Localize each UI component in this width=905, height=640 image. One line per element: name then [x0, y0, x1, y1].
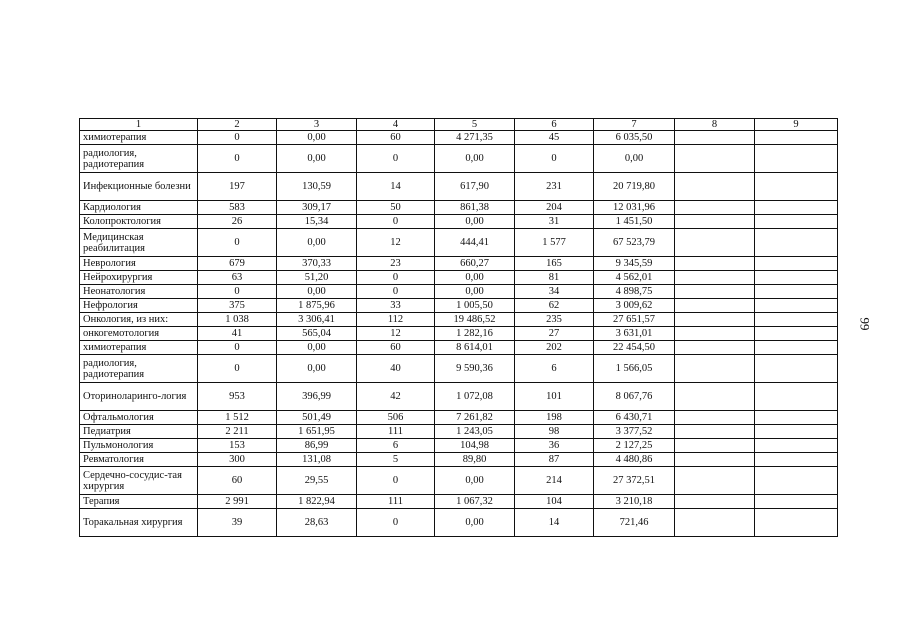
table-row: [80, 495, 838, 509]
value-cell: 0: [357, 271, 435, 285]
table-row: [80, 299, 838, 313]
value-cell: 1 005,50: [435, 299, 515, 313]
value-cell: [675, 453, 755, 467]
value-cell: 86,99: [277, 439, 357, 453]
value-cell: 60: [198, 467, 277, 495]
value-cell: [675, 313, 755, 327]
value-cell: 5: [357, 453, 435, 467]
row-label-cell: Нефрология: [80, 299, 198, 313]
value-cell: 721,46: [594, 509, 675, 537]
value-cell: 3 009,62: [594, 299, 675, 313]
value-cell: 104,98: [435, 439, 515, 453]
row-label-cell: Онкология, из них:: [80, 313, 198, 327]
value-cell: 60: [357, 341, 435, 355]
value-cell: 153: [198, 439, 277, 453]
value-cell: 6: [357, 439, 435, 453]
value-cell: 22 454,50: [594, 341, 675, 355]
value-cell: 235: [515, 313, 594, 327]
value-cell: [675, 355, 755, 383]
value-cell: 41: [198, 327, 277, 341]
value-cell: 12: [357, 327, 435, 341]
value-cell: 3 377,52: [594, 425, 675, 439]
value-cell: 63: [198, 271, 277, 285]
value-cell: [755, 257, 838, 271]
value-cell: 1 822,94: [277, 495, 357, 509]
value-cell: [755, 145, 838, 173]
value-cell: 1 651,95: [277, 425, 357, 439]
value-cell: [755, 467, 838, 495]
value-cell: 0: [515, 145, 594, 173]
table-row: [80, 131, 838, 145]
row-label-cell: Сердечно-сосудис-тая хирургия: [80, 467, 198, 495]
value-cell: [755, 131, 838, 145]
value-cell: 42: [357, 383, 435, 411]
value-cell: 9 590,36: [435, 355, 515, 383]
value-cell: 0,00: [435, 285, 515, 299]
value-cell: 1 512: [198, 411, 277, 425]
value-cell: 0,00: [594, 145, 675, 173]
value-cell: 34: [515, 285, 594, 299]
table-row: [80, 215, 838, 229]
row-label-cell: химиотерапия: [80, 341, 198, 355]
value-cell: 40: [357, 355, 435, 383]
value-cell: 1 067,32: [435, 495, 515, 509]
row-label-cell: Оториноларинго-логия: [80, 383, 198, 411]
value-cell: 111: [357, 495, 435, 509]
table-row: [80, 509, 838, 537]
value-cell: 14: [357, 173, 435, 201]
value-cell: 375: [198, 299, 277, 313]
value-cell: 617,90: [435, 173, 515, 201]
value-cell: 51,20: [277, 271, 357, 285]
value-cell: 501,49: [277, 411, 357, 425]
row-label-cell: онкогемотология: [80, 327, 198, 341]
table-row: [80, 327, 838, 341]
value-cell: 300: [198, 453, 277, 467]
value-cell: [675, 509, 755, 537]
value-cell: [675, 215, 755, 229]
row-label-cell: Терапия: [80, 495, 198, 509]
value-cell: 0: [198, 229, 277, 257]
value-cell: 0,00: [277, 229, 357, 257]
value-cell: 12 031,96: [594, 201, 675, 215]
value-cell: [755, 495, 838, 509]
value-cell: 28,63: [277, 509, 357, 537]
value-cell: 9 345,59: [594, 257, 675, 271]
value-cell: 111: [357, 425, 435, 439]
value-cell: 198: [515, 411, 594, 425]
value-cell: 0,00: [435, 467, 515, 495]
value-cell: [755, 439, 838, 453]
value-cell: 19 486,52: [435, 313, 515, 327]
value-cell: [755, 453, 838, 467]
value-cell: 202: [515, 341, 594, 355]
value-cell: 396,99: [277, 383, 357, 411]
table-row: [80, 355, 838, 383]
value-cell: [675, 229, 755, 257]
column-header: 4: [357, 119, 435, 131]
row-label-cell: Колопроктология: [80, 215, 198, 229]
value-cell: 101: [515, 383, 594, 411]
value-cell: 33: [357, 299, 435, 313]
value-cell: 98: [515, 425, 594, 439]
row-label-cell: Медицинская реабилитация: [80, 229, 198, 257]
table-row: [80, 467, 838, 495]
value-cell: 29,55: [277, 467, 357, 495]
value-cell: 197: [198, 173, 277, 201]
value-cell: [675, 285, 755, 299]
value-cell: [755, 327, 838, 341]
value-cell: 1 072,08: [435, 383, 515, 411]
value-cell: 50: [357, 201, 435, 215]
value-cell: [755, 173, 838, 201]
row-label-cell: Неврология: [80, 257, 198, 271]
table-row: [80, 439, 838, 453]
value-cell: 0: [198, 341, 277, 355]
value-cell: [675, 257, 755, 271]
value-cell: 6 035,50: [594, 131, 675, 145]
row-label-cell: Офтальмология: [80, 411, 198, 425]
value-cell: 12: [357, 229, 435, 257]
column-header: 5: [435, 119, 515, 131]
value-cell: 20 719,80: [594, 173, 675, 201]
value-cell: [675, 173, 755, 201]
value-cell: 861,38: [435, 201, 515, 215]
value-cell: 660,27: [435, 257, 515, 271]
column-header: 6: [515, 119, 594, 131]
value-cell: 0,00: [277, 131, 357, 145]
value-cell: [675, 495, 755, 509]
value-cell: 27: [515, 327, 594, 341]
value-cell: [755, 383, 838, 411]
value-cell: [675, 201, 755, 215]
table-row: [80, 285, 838, 299]
value-cell: [675, 341, 755, 355]
table-row: [80, 257, 838, 271]
value-cell: 309,17: [277, 201, 357, 215]
value-cell: 39: [198, 509, 277, 537]
table-body: [80, 131, 838, 537]
value-cell: 1 566,05: [594, 355, 675, 383]
row-label-cell: химиотерапия: [80, 131, 198, 145]
value-cell: [675, 131, 755, 145]
value-cell: 15,34: [277, 215, 357, 229]
value-cell: [675, 145, 755, 173]
value-cell: 231: [515, 173, 594, 201]
value-cell: 444,41: [435, 229, 515, 257]
value-cell: 0: [357, 467, 435, 495]
value-cell: 87: [515, 453, 594, 467]
value-cell: 0: [198, 355, 277, 383]
value-cell: [755, 425, 838, 439]
value-cell: 67 523,79: [594, 229, 675, 257]
value-cell: 4 271,35: [435, 131, 515, 145]
value-cell: 2 211: [198, 425, 277, 439]
value-cell: 165: [515, 257, 594, 271]
value-cell: 0: [357, 285, 435, 299]
value-cell: 131,08: [277, 453, 357, 467]
table-row: [80, 341, 838, 355]
specialty-table: [79, 118, 838, 537]
value-cell: 0,00: [277, 285, 357, 299]
value-cell: 0: [198, 145, 277, 173]
value-cell: 1 451,50: [594, 215, 675, 229]
value-cell: 0: [357, 215, 435, 229]
value-cell: 3 306,41: [277, 313, 357, 327]
value-cell: 1 243,05: [435, 425, 515, 439]
value-cell: [675, 327, 755, 341]
value-cell: 31: [515, 215, 594, 229]
table-row: [80, 145, 838, 173]
value-cell: [755, 285, 838, 299]
table-row: [80, 313, 838, 327]
column-header: 9: [755, 119, 838, 131]
row-label-cell: радиология, радиотерапия: [80, 145, 198, 173]
value-cell: [675, 411, 755, 425]
row-label-cell: Нейрохирургия: [80, 271, 198, 285]
value-cell: 214: [515, 467, 594, 495]
value-cell: 1 875,96: [277, 299, 357, 313]
value-cell: 565,04: [277, 327, 357, 341]
value-cell: 26: [198, 215, 277, 229]
value-cell: 89,80: [435, 453, 515, 467]
row-label-cell: Торакальная хирургия: [80, 509, 198, 537]
page-number: 99: [857, 317, 873, 331]
value-cell: [675, 439, 755, 453]
value-cell: 27 372,51: [594, 467, 675, 495]
value-cell: 0,00: [435, 509, 515, 537]
value-cell: [675, 383, 755, 411]
value-cell: 679: [198, 257, 277, 271]
value-cell: [675, 467, 755, 495]
value-cell: 2 991: [198, 495, 277, 509]
value-cell: [755, 411, 838, 425]
value-cell: 27 651,57: [594, 313, 675, 327]
value-cell: [755, 271, 838, 285]
value-cell: 6 430,71: [594, 411, 675, 425]
value-cell: 204: [515, 201, 594, 215]
value-cell: 23: [357, 257, 435, 271]
row-label-cell: Неонатология: [80, 285, 198, 299]
value-cell: 0: [198, 131, 277, 145]
value-cell: 0: [357, 509, 435, 537]
row-label-cell: Ревматология: [80, 453, 198, 467]
value-cell: 3 210,18: [594, 495, 675, 509]
table-row: [80, 411, 838, 425]
column-header: 1: [80, 119, 198, 131]
value-cell: [755, 313, 838, 327]
value-cell: 45: [515, 131, 594, 145]
value-cell: 81: [515, 271, 594, 285]
row-label-cell: Кардиология: [80, 201, 198, 215]
value-cell: [755, 201, 838, 215]
value-cell: 0,00: [277, 145, 357, 173]
table-row: [80, 201, 838, 215]
value-cell: 6: [515, 355, 594, 383]
value-cell: 1 577: [515, 229, 594, 257]
value-cell: 104: [515, 495, 594, 509]
value-cell: 1 038: [198, 313, 277, 327]
row-label-cell: радиология, радиотерапия: [80, 355, 198, 383]
value-cell: 0,00: [277, 341, 357, 355]
value-cell: 583: [198, 201, 277, 215]
value-cell: 953: [198, 383, 277, 411]
value-cell: [755, 229, 838, 257]
column-header: 2: [198, 119, 277, 131]
value-cell: 3 631,01: [594, 327, 675, 341]
value-cell: [755, 509, 838, 537]
table-row: [80, 453, 838, 467]
row-label-cell: Педиатрия: [80, 425, 198, 439]
value-cell: 8 614,01: [435, 341, 515, 355]
table-header-row: [80, 119, 838, 131]
row-label-cell: Пульмонология: [80, 439, 198, 453]
column-header: 7: [594, 119, 675, 131]
value-cell: 0,00: [435, 271, 515, 285]
value-cell: [675, 271, 755, 285]
row-label-cell: Инфекционные болезни: [80, 173, 198, 201]
table-row: [80, 173, 838, 201]
value-cell: 36: [515, 439, 594, 453]
value-cell: 130,59: [277, 173, 357, 201]
value-cell: 4 898,75: [594, 285, 675, 299]
value-cell: 370,33: [277, 257, 357, 271]
table-row: [80, 425, 838, 439]
value-cell: 0,00: [435, 145, 515, 173]
value-cell: 0,00: [435, 215, 515, 229]
value-cell: 0,00: [277, 355, 357, 383]
table-row: [80, 229, 838, 257]
value-cell: [675, 299, 755, 313]
value-cell: 7 261,82: [435, 411, 515, 425]
value-cell: 4 480,86: [594, 453, 675, 467]
table-row: [80, 383, 838, 411]
value-cell: 14: [515, 509, 594, 537]
value-cell: 62: [515, 299, 594, 313]
value-cell: 2 127,25: [594, 439, 675, 453]
value-cell: 8 067,76: [594, 383, 675, 411]
table-row: [80, 271, 838, 285]
column-header: 8: [675, 119, 755, 131]
column-header: 3: [277, 119, 357, 131]
value-cell: [755, 355, 838, 383]
value-cell: 0: [198, 285, 277, 299]
value-cell: 0: [357, 145, 435, 173]
value-cell: 4 562,01: [594, 271, 675, 285]
value-cell: [755, 215, 838, 229]
value-cell: [755, 341, 838, 355]
value-cell: [755, 299, 838, 313]
value-cell: 506: [357, 411, 435, 425]
value-cell: 112: [357, 313, 435, 327]
value-cell: 60: [357, 131, 435, 145]
value-cell: 1 282,16: [435, 327, 515, 341]
value-cell: [675, 425, 755, 439]
